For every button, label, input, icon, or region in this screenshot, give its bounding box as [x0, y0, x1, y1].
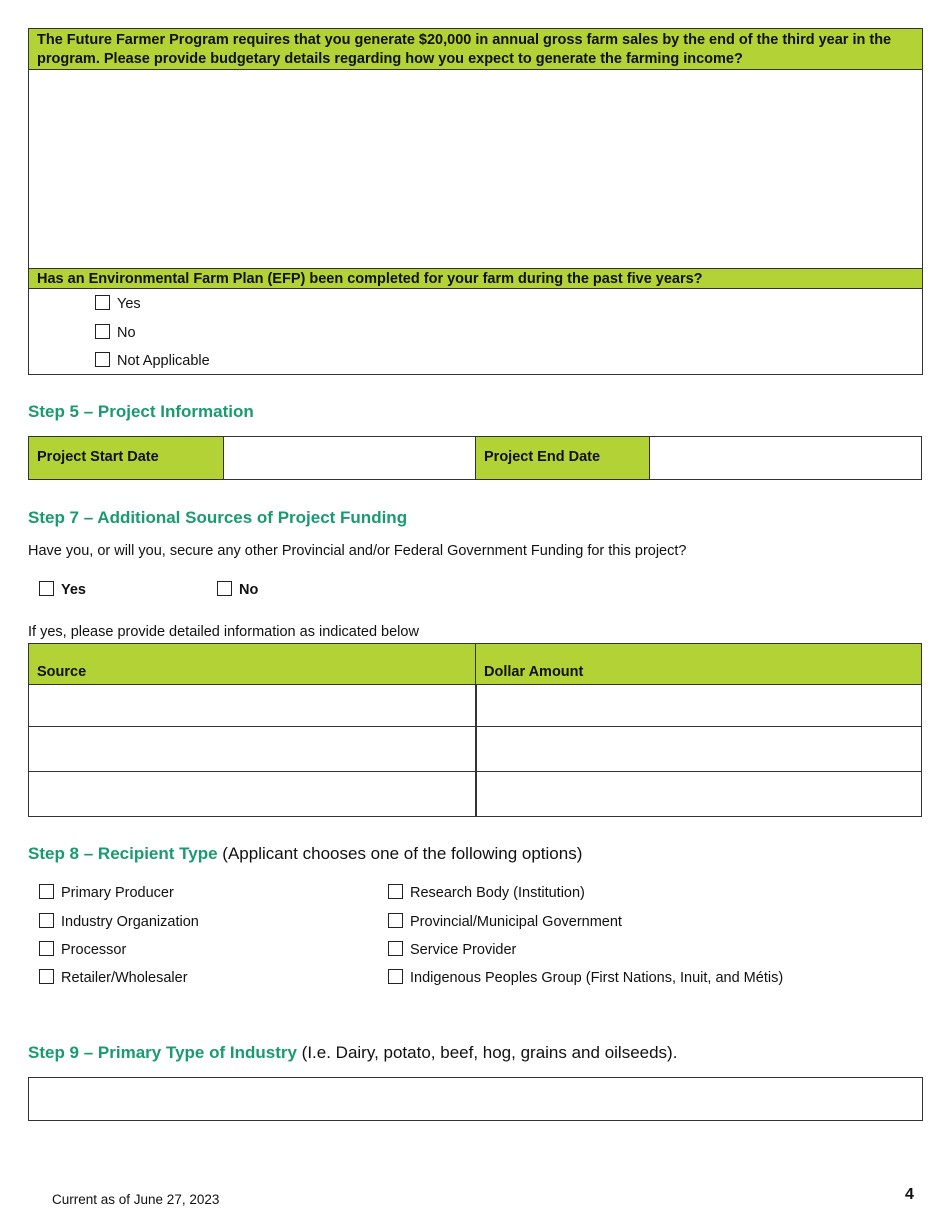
checkbox-icon[interactable]	[39, 581, 54, 596]
page-number: 4	[905, 1186, 914, 1203]
farming-income-answer-field[interactable]	[29, 70, 922, 267]
checkbox-icon[interactable]	[95, 352, 110, 367]
efp-option-not-applicable[interactable]: Not Applicable	[95, 352, 210, 369]
funding-source-cell[interactable]	[28, 771, 477, 817]
project-start-label: Project Start Date	[28, 436, 224, 480]
recipient-industry-organization[interactable]: Industry Organization	[39, 913, 199, 930]
project-start-input[interactable]	[223, 436, 476, 480]
efp-option-yes[interactable]: Yes	[95, 295, 141, 312]
farming-income-question: The Future Farmer Program requires that you generate $20,000 in annual gross farm sales by the end of the third year in the program. Please provide budgetary details regarding how you expect to generate the farming income?	[29, 29, 922, 70]
checkbox-icon[interactable]	[388, 969, 403, 984]
checkbox-icon[interactable]	[95, 324, 110, 339]
efp-question: Has an Environmental Farm Plan (EFP) been completed for your farm during the past five years?	[29, 268, 922, 289]
checkbox-icon[interactable]	[388, 884, 403, 899]
efp-option-no[interactable]: No	[95, 324, 136, 341]
funding-source-cell[interactable]	[28, 726, 477, 772]
recipient-retailer-wholesaler[interactable]: Retailer/Wholesaler	[39, 969, 188, 986]
step8-title: Step 8 – Recipient Type (Applicant chooses one of the following options)	[28, 844, 583, 863]
funding-col-source: Source	[28, 643, 477, 685]
industry-type-input[interactable]	[28, 1077, 923, 1121]
checkbox-icon[interactable]	[39, 884, 54, 899]
recipient-indigenous-peoples[interactable]: Indigenous Peoples Group (First Nations, Inuit, and Métis)	[388, 969, 783, 986]
funding-amount-cell[interactable]	[475, 726, 922, 772]
project-end-input[interactable]	[649, 436, 922, 480]
checkbox-icon[interactable]	[388, 913, 403, 928]
checkbox-icon[interactable]	[217, 581, 232, 596]
funding-source-cell[interactable]	[28, 684, 477, 727]
recipient-processor[interactable]: Processor	[39, 941, 126, 958]
project-end-label: Project End Date	[475, 436, 650, 480]
checkbox-icon[interactable]	[95, 295, 110, 310]
recipient-research-body[interactable]: Research Body (Institution)	[388, 884, 585, 901]
recipient-primary-producer[interactable]: Primary Producer	[39, 884, 174, 901]
checkbox-icon[interactable]	[39, 941, 54, 956]
checkbox-icon[interactable]	[39, 913, 54, 928]
recipient-provincial-municipal[interactable]: Provincial/Municipal Government	[388, 913, 622, 930]
funding-amount-cell[interactable]	[475, 771, 922, 817]
checkbox-icon[interactable]	[39, 969, 54, 984]
checkbox-icon[interactable]	[388, 941, 403, 956]
step5-title: Step 5 – Project Information	[28, 402, 254, 421]
footer-date: Current as of June 27, 2023	[52, 1192, 220, 1207]
funding-amount-cell[interactable]	[475, 684, 922, 727]
funding-col-amount: Dollar Amount	[475, 643, 922, 685]
recipient-service-provider[interactable]: Service Provider	[388, 941, 516, 958]
funding-yes-option[interactable]: Yes	[39, 581, 86, 598]
farming-income-section	[28, 28, 923, 375]
funding-no-option[interactable]: No	[217, 581, 258, 598]
funding-instruction: If yes, please provide detailed information as indicated below	[28, 624, 419, 640]
step7-title: Step 7 – Additional Sources of Project Funding	[28, 508, 408, 527]
step7-question: Have you, or will you, secure any other Provincial and/or Federal Government Funding for this project?	[28, 543, 687, 559]
step9-title: Step 9 – Primary Type of Industry (I.e. Dairy, potato, beef, hog, grains and oilseeds).	[28, 1043, 678, 1062]
